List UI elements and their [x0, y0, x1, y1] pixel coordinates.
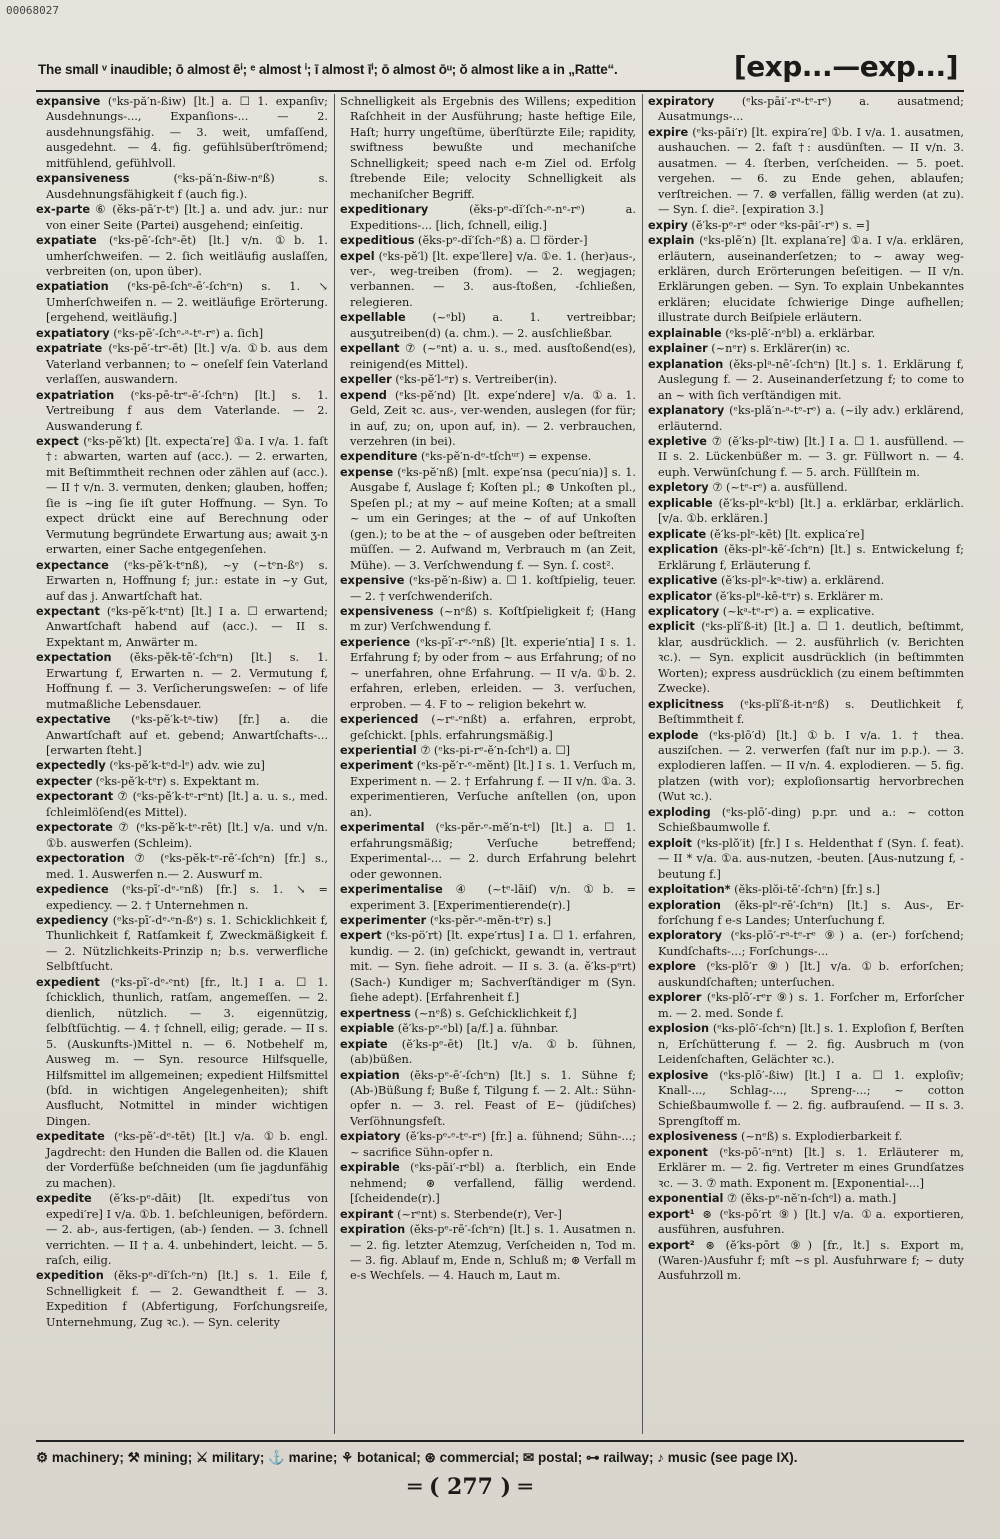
entry-definition: (~nᵉß) s. Geſchicklichkeit f,]: [410, 1006, 577, 1020]
entry-headword: exploding: [648, 805, 711, 819]
dictionary-entry: [36, 604, 328, 650]
column-divider: [642, 94, 643, 1434]
dictionary-entry: [340, 635, 636, 712]
dictionary-entry: [648, 527, 964, 542]
dictionary-entry: [36, 913, 328, 975]
entry-headword: expirant: [340, 1207, 394, 1221]
dictionary-entry: [36, 758, 328, 773]
dictionary-entry: [648, 604, 964, 619]
entry-definition: (ᵉks-plŏ′it) [fr.] I s. Heldenthat f (Syn. ſ. feat). — II * v/a. ①a. aus-nutzen, -beuten. [Aus-nutzung f, -beutung f.]: [658, 836, 964, 881]
entry-definition: (ᵉks-pĕr-ᵉ-mĕ′n-tᵉl) [lt.] a. ☐ 1. erfahrungsmäßig; Verſuche betreffend; Experimental-... — 2. durch Erfahrung belehrt oder gewonnen.: [350, 821, 636, 881]
entry-definition: (ᵉks-plō′-ding) p.pr. und a.: ~ cotton Schießbaumwolle f.: [658, 805, 964, 835]
entry-headword: explication: [648, 543, 719, 557]
entry-definition: (ᵉks-pī′-rᵉ-ᵉnß) [lt. experie′ntia] I s. 1. Erfahrung f; by oder from ~ aus Erfahrung; of no ~ unerfahren, ohne Erfahrung. — II v/a. ①b. 2. erfahren, erleben, erleiden. — 3. verſuchen, erproben. — 4. F to ~ religion bekehrt w.: [350, 635, 636, 711]
entry-definition: (~nᵉß) s. Explodierbarkeit f.: [737, 1130, 903, 1144]
entry-headword: expatiatory: [36, 326, 110, 340]
entry-definition: (~nᵉr) s. Erklärer(in) ꝛc.: [707, 342, 851, 356]
entry-headword: explainer: [648, 342, 708, 356]
entry-headword: expel: [340, 249, 375, 263]
page-header: [36, 50, 964, 92]
dictionary-entry: [648, 728, 964, 805]
dictionary-entry: [340, 604, 636, 635]
entry-headword: expectation: [36, 651, 112, 665]
dictionary-entry: [648, 480, 964, 495]
dictionary-entry: [36, 558, 328, 604]
entry-definition: ⑦ (ĕks-pᵉ-nĕ′n-ſchᵉl) a. math.]: [723, 1192, 897, 1206]
dictionary-entry: [36, 820, 328, 851]
entry-definition: (ᵉks-plō′r ⑨) [lt.] v/a. ①b. erforſchen; auskundſchaften; unterſuchen.: [658, 960, 964, 989]
entry-headword: expeller: [340, 373, 392, 387]
dictionary-entry: [648, 403, 964, 434]
dictionary-entry: [340, 913, 636, 928]
entry-definition: (ĕks-plᵉ-rē′-ſchᵉn) [lt.] s. Aus-, Er-forſchung f e-s Landes; Unterſuchung f.: [658, 898, 964, 928]
dictionary-entry: [648, 1145, 964, 1191]
entry-definition: (ĕ′ks-plᵉ-kēt) [lt. explica′re]: [706, 527, 865, 541]
entry-definition: (ᵉks-pē-ſchᵉ-ē′-ſchᵉn) s. 1. ↘ Umherſchweifen n. — 2. weitläufige Erörterung. [ergehend, weitläufig.]: [46, 280, 328, 325]
dictionary-entry: [36, 851, 328, 882]
entry-headword: expensive: [340, 574, 405, 588]
entry-headword: expiable: [340, 1022, 395, 1036]
entry-headword: explicitness: [648, 697, 724, 711]
dictionary-entry: [648, 496, 964, 527]
entry-definition: (ĕks-plᵃ-nē′-ſchᵉn) [lt.] s. 1. Erklärung f, Auslegung f. — 2. Auseinanderſetzung f; to come to an ~ with ſich verſtändigen mit.: [658, 357, 964, 402]
dictionary-entry: [648, 94, 964, 125]
entry-headword: explosiveness: [648, 1130, 738, 1144]
entry-definition: (ᵉks-pāi′-rᵉbl) a. ſterblich, ein Ende nehmend; ⊛ verfallend, fällig werdend. [ſcheidende(r).]: [350, 1161, 636, 1206]
entry-definition: (ĕ′ks-pᵉ-ᵉ-tᵉ-rᵉ) [fr.] a. ſühnend; Sühn-...; ~ sacrifice Sühn-opfer n.: [350, 1130, 636, 1159]
dictionary-entry: [340, 1222, 636, 1284]
entry-headword: expectorate: [36, 821, 113, 835]
entry-headword: exponential: [648, 1192, 724, 1206]
entry-headword: experimentalise: [340, 883, 443, 897]
dictionary-entry: [340, 249, 636, 311]
entry-headword: expatiate: [36, 234, 97, 248]
dictionary-entry: [648, 326, 964, 341]
entry-headword: explanation: [648, 357, 724, 371]
dictionary-entry: [340, 1160, 636, 1206]
entry-definition: (ᵉks-pī′-dᵉ-ᵉnß) [fr.] s. 1. ↘ = expediency. — 2. † Unternehmen n.: [46, 883, 328, 912]
dictionary-entry: [648, 357, 964, 403]
entry-definition: (ᵉks-pĕ′l-ᵉr) s. Vertreiber(in).: [391, 373, 558, 387]
entry-headword: expedience: [36, 883, 109, 897]
entry-headword: expellable: [340, 311, 406, 325]
entry-definition: (ĕ′ks-plᵉ-kē-tᵉr) s. Erklärer m.: [711, 589, 884, 603]
entry-definition: (ᵉks-pī′-dᵉ-ᵉnt) [fr., lt.] I a. ☐ 1. ſchicklich, thunlich, ratſam, angemeſſen. — 2. dienlich, nützlich. — 3. eigennützig, ſelbſtſüchtig. — 4. † ſchnell, eilig; gerade. — II s. 5. (Auskunfts-)Mittel n. — 6. Notbehelf m, Ausweg m. — Syn. resource Hilfsquelle, Hilfsmittel im allgemeinen; expedient Hilfsmittel (bſd. in wichtigen Angelegenheiten); shift Ausflucht, Notmittel in minder wichtigen Dingen.: [46, 975, 328, 1128]
entry-definition: ⑦ (ĕ′ks-plᵉ-tiw) [lt.] I a. ☐ 1. ausfüllend. — II s. 2. Lückenbüßer m. — 3. gr. Füllwort n. — 4. euph. Verwünſchung f. — 5. arch. Füllſtein m.: [658, 434, 964, 479]
pronunciation-legend: The small ᵛ inaudible; ō almost ēⁱ; ᵉ almost ⁱ; ī almost īⁱ; ō almost ōᵘ; ŏ almost like a in „Ratte“.: [38, 62, 618, 77]
entry-definition: Schnelligkeit als Ergebnis des Willens; expedition Raſchheit in der Ausführung; haste heftige Eile, Haſt; hurry ungeſtüme, überſtürzte Eile; rapidity, swiftness bewußte und mechaniſche Schnelligkeit; speed nach e-m Ziel od. Erfolg ſtrebende Eile; velocity Schnelligkeit als mechaniſcher Begriff.: [340, 95, 636, 201]
page-number: ═ ( 277 ) ═: [408, 1474, 532, 1500]
entry-headword: expedient: [36, 975, 100, 989]
entry-headword: expectoration: [36, 852, 125, 866]
entry-headword: expend: [340, 388, 387, 402]
dictionary-entry: [648, 619, 964, 696]
entry-headword: expansive: [36, 95, 101, 108]
dictionary-entry: [648, 1207, 964, 1238]
entry-headword: expletory: [648, 481, 709, 495]
entry-headword: explicit: [648, 620, 695, 634]
dictionary-entry: [648, 218, 964, 233]
entry-definition: (ᵉks-pă′n-ßiw-nᵉß) s. Ausdehnungsfähigkeit f (auch fig.).: [46, 172, 328, 201]
entry-headword: explore: [648, 960, 696, 974]
dictionary-entry: [340, 449, 636, 464]
dictionary-entry: [648, 805, 964, 836]
entry-definition: (ᵉks-pĕ′nd) [lt. expe′ndere] v/a. ①a. 1. Geld, Zeit ꝛc. aus-, ver-wenden, auslegen (for für; in auf, zu; on, upon auf, in). — 2. verbrauchen, verzehren (in bei).: [350, 388, 636, 448]
entry-headword: expiatory: [340, 1130, 401, 1144]
entry-definition: (ĕ′ks-plᵉ-kᵉbl) [lt.] a. erklärbar, erklärlich. [v/a. ①b. erklären.]: [658, 496, 964, 526]
entry-headword: exploratory: [648, 929, 722, 943]
entry-headword: expedition: [36, 1269, 104, 1283]
entry-headword: expectance: [36, 558, 109, 572]
entry-definition: (ᵉks-pĕ′-dᵉ-tēt) [lt.] v/a. ①b. engl. Jagdrecht: den Hunden die Ballen od. die Klauen der Vorderfüße beſchneiden (um ſie jagdunfähig zu machen).: [46, 1130, 328, 1190]
dictionary-entry: [648, 233, 964, 326]
dictionary-entry: [648, 697, 964, 728]
entry-headword: exploit: [648, 836, 692, 850]
dictionary-entry: [648, 589, 964, 604]
entry-headword: expletive: [648, 434, 707, 448]
entry-headword: explainable: [648, 326, 722, 340]
entry-definition: (ĕ′ks-plᵉ-kᵃ-tiw) a. erklärend.: [717, 574, 885, 588]
serial-number: 00068027: [6, 4, 59, 17]
dictionary-entry: [36, 279, 328, 325]
symbol-key: ⚙ machinery; ⚒ mining; ⚔ military; ⚓ marine; ⚘ botanical; ⊛ commercial; ✉ postal; ⊶ railway; ♪ music (see page IX).: [36, 1450, 798, 1465]
dictionary-entry: [36, 789, 328, 820]
dictionary-entry: [340, 1068, 636, 1130]
entry-headword: experienced: [340, 713, 419, 727]
entry-headword: explicator: [648, 589, 712, 603]
entry-headword: exploration: [648, 898, 721, 912]
entry-headword: ex-parte: [36, 203, 90, 217]
dictionary-entry: [648, 573, 964, 588]
dictionary-entry: [340, 465, 636, 573]
entry-headword: experiential: [340, 744, 417, 758]
entry-headword: expiration: [340, 1223, 406, 1237]
entry-headword: export¹: [648, 1207, 695, 1221]
dictionary-entry: [340, 372, 636, 387]
entry-definition: (ᵉks-pĕ′nß) [mlt. expe′nsa (pecu′nia)] s. 1. Ausgabe f, Auslage f; Koſten pl.; ⊛ Unkoſten pl., Speſen pl.; at my ~ auf meine Koſten; at a small ~ um ein Geringes; at the ~ of auf Unkoſten (gen.); to be at the ~ of ausgeben oder beſtreiten müſſen. — 2. Aufwand m, Verbrauch m (an Zeit, Mühe). — 3. Verſchwendung f. — Syn. ſ. cost².: [350, 465, 636, 572]
entry-definition: (ᵉks-plĭ′ß-it) [lt.] a. ☐ 1. deutlich, beſtimmt, klar, ausdrücklich. — 2. ausführlich (v. Berichten ꝛc.). — Syn. explicit ausdrücklich (in beſtimmten Worten); express ausdrücklich (zu einem beſtimmten Zwecke).: [658, 620, 964, 696]
entry-definition: (ᵉks-plō′-rᵃ-tᵉ-rᵉ ⑨) a. (er-) forſchend; Kundſchafts-...; Forſchungs-...: [658, 929, 964, 958]
dictionary-entry: [340, 743, 636, 758]
dictionary-entry: [648, 125, 964, 218]
entry-definition: (ᵉks-pē-trᵉ-ē′-ſchᵉn) [lt.] s. 1. Vertreibung f aus dem Vaterlande. — 2. Auswanderung f.: [46, 388, 328, 433]
dictionary-entry: [36, 650, 328, 712]
entry-headword: expert: [340, 929, 382, 943]
entry-definition: (ĕks-pᵉ-rē′-ſchᵉn) [lt.] s. 1. Ausatmen n. — 2. fig. letzter Atemzug, Verſcheiden n, Tod m. — 3. fig. Ablauf m, Ende n, Schluß m; ⊛ Verfall m e-s Wechſels. — 4. Hauch m, Laut m.: [350, 1223, 636, 1283]
entry-definition: (~ᵉbl) a. 1. vertreibbar; ausʒutreiben(d) (a. chm.). — 2. ausſchließbar.: [350, 311, 636, 340]
page-footer: [36, 1440, 964, 1476]
entry-definition: (~kᵃ-tᵉ-rᵉ) a. = explicative.: [719, 604, 875, 618]
dictionary-entry: [340, 1207, 636, 1222]
entry-definition: ⑦ (~tᵉ-rᵉ) a. ausfüllend.: [708, 481, 848, 495]
dictionary-entry: [340, 233, 636, 248]
dictionary-entry: [340, 1006, 636, 1021]
entry-definition: (ĕks-plᵉ-kē′-ſchᵉn) [lt.] s. Entwickelung f; Erklärung f, Erläuterung f.: [658, 543, 964, 572]
entry-definition: (ĕ′ks-pᵉ-ᵉbl) [a/f.] a. ſühnbar.: [394, 1022, 559, 1036]
entry-headword: expatriation: [36, 388, 115, 402]
entry-headword: expire: [648, 125, 689, 139]
dictionary-entry: [36, 326, 328, 341]
dictionary-entry: [36, 975, 328, 1130]
entry-definition: ⑥ (ĕks-pā′r-tᵉ) [lt.] a. und adv. jur.: nur von einer Seite (Partei) ausgehend; einſeitig.: [46, 203, 328, 232]
dictionary-entry: [340, 388, 636, 450]
entry-headword: export²: [648, 1238, 695, 1252]
entry-definition: (ĕ′ks-pᵉ-ēt) [lt.] v/a. ①b. ſühnen, (ab)büßen.: [350, 1037, 636, 1067]
entry-definition: (ᵉks-pă′n-ßiw) [lt.] a. ☐ 1. expanſiv; Ausdehnungs-..., Expanſions-... — 2. ausdehnungsfähig. — 3. weit, umfaſſend, ausgedehnt. — 4. fig. gefühlsüberſtrömend; mitfühlend, gefühlvoll.: [46, 95, 328, 170]
entry-definition: (ᵉks-pĕr-ᵉ-mĕn-tᵉr) s.]: [426, 914, 552, 928]
entry-definition: (ᵉks-pĕ′l) [lt. expe′llere] v/a. ①e. 1. (her)aus-, ver-, weg-treiben (from). — 2. wegjagen; verbannen. — 3. aus-ſtoßen, -ſchließen, relegieren.: [350, 249, 636, 309]
dictionary-entry: [36, 1191, 328, 1268]
entry-definition: (ĕks-plŏi-tē′-ſchᵉn) [fr.] s.]: [730, 883, 880, 897]
entry-headword: expectative: [36, 713, 111, 727]
entry-definition: (ĕks-pĕk-tē′-ſchᵉn) [lt.] s. 1. Erwartung f, Erwarten n. — 2. Vermutung f, Hoffnung f. — 3. Verſicherungsweſen: ~ of life mutmaßliche Lebensdauer.: [46, 651, 328, 711]
entry-columns: [36, 94, 964, 1434]
entry-headword: explicatory: [648, 604, 720, 618]
dictionary-entry: [340, 882, 636, 913]
entry-headword: expectant: [36, 604, 100, 618]
entry-headword: expeditious: [340, 234, 415, 248]
entry-headword: expensiveness: [340, 604, 434, 618]
dictionary-entry: [340, 341, 636, 372]
dictionary-entry: [648, 882, 964, 897]
entry-definition: (ᵉks-plō′-ßiw) [lt.] I a. ☐ 1. exploſiv; Knall-..., Schlag-..., Spreng-...; ~ cotton Schießbaumwolle f. — 2. fig. aufbrauſend. — II s. 3. Sprengſtoff m.: [658, 1068, 964, 1128]
entry-headword: explanatory: [648, 404, 725, 418]
dictionary-entry: [36, 1129, 328, 1191]
entry-headword: expertness: [340, 1006, 411, 1020]
entry-headword: expiratory: [648, 95, 715, 108]
dictionary-entry: [340, 820, 636, 882]
dictionary-entry: [36, 171, 328, 202]
dictionary-entry: [340, 202, 636, 233]
dictionary-entry: [36, 233, 328, 279]
entry-definition: (ᵉks-pāi′r) [lt. expira′re] ①b. I v/a. 1. ausatmen, aushauchen. — 2. faſt †: ausdünſten. — II v/n. 3. ausatmen. — 4. ſterben, verſcheiden. — 5. poet. vergehen. — 6. zu Ende gehen, ablaufen; verſtreichen. — 7. ⊛ verfallen, fällig werden (at zu). — Syn. ſ. die². [expiration 3.]: [658, 125, 964, 217]
entry-definition: (ᵉks-pī′-dᵉ-ᵉn-ßᵉ) s. 1. Schicklichkeit f, Thunlichkeit f, Ratſamkeit f, Zweckmäßigkeit f. — 2. Nützlichkeits-Prinzip n; b.s. verwerfliche Selbſtſucht.: [46, 914, 328, 974]
entry-definition: (ᵉks-pō′-nᵉnt) [lt.] s. 1. Erläuterer m, Erklärer m. — 2. fig. Vertreter m eines Grundſatzes ꝛc. — 3. ⑦ math. Exponent m. [Exponential-...]: [658, 1145, 964, 1190]
entry-definition: (ᵉks-pĕ′k-tᵉd-lᵉ) adv. wie zu]: [105, 759, 265, 773]
dictionary-entry: [340, 94, 636, 202]
dictionary-entry: [340, 1129, 636, 1160]
dictionary-entry: [648, 341, 964, 356]
entry-headword: expect: [36, 434, 79, 448]
entry-definition: (ĕks-pᵉ-dĭ′ſch-ᵉß) a. ☐ förder-]: [414, 234, 588, 248]
entry-headword: explicate: [648, 527, 707, 541]
dictionary-entry: [648, 1021, 964, 1067]
entry-definition: (ᵉks-plē′n) [lt. explana′re] ①a. I v/a. erklären, erläutern, auseinanderſetzen; to ~ away weg-erklären, durch Erörterungen beſeitigen. — II v/n. Erklärungen geben. — Syn. To explain Unbekanntes erklären; elucidate ſchwierige Dinge aufhellen; illustrate durch Beiſpiele erläutern.: [658, 234, 964, 325]
entry-definition: (~nᵉß) s. Koſtſpieligkeit f; (Hang m zur) Verſchwendung f.: [350, 604, 636, 634]
entry-headword: explicable: [648, 496, 713, 510]
entry-headword: expectorant: [36, 790, 114, 804]
entry-headword: exploitation*: [648, 883, 731, 897]
dictionary-entry: [340, 1021, 636, 1036]
entry-definition: (ᵉks-pö′rt) [lt. expe′rtus] I a. ☐ 1. erfahren, kundig. — 2. (in) geſchickt, gewandt in, vertraut mit. — Syn. ſiehe adroit. — II s. 3. (a. ĕ′ks-pᵉrt) (Sach-) Kundiger m; Sachverſtändiger m (Syn. ſiehe adept). [Erfahrenheit f.]: [350, 929, 636, 1005]
entry-range: [exp...—exp...]: [733, 50, 958, 83]
entry-headword: expatriate: [36, 342, 103, 356]
entry-headword: expirable: [340, 1161, 400, 1175]
dictionary-entry: [36, 202, 328, 233]
dictionary-entry: [340, 573, 636, 604]
entry-definition: ⑦ (ᵉks-pĕk-tᵉ-rē′-ſchᵉn) [fr.] s., med. 1. Auswerfen n.— 2. Auswurf m.: [46, 852, 328, 881]
entry-definition: ④ (~tᵉ-lāiſ) v/n. ①b. = experiment 3. [Experimentierende(r).]: [350, 883, 636, 912]
entry-definition: (ᵉks-pĕ′kt) [lt. expecta′re] ①a. I v/a. 1. faſt †: abwarten, warten auf (acc.). — 2. erwarten, mit Beſtimmtheit rechnen oder zählen auf (acc.). — II † v/n. 3. vermuten, denken; glauben, hoffen; ſie is ~ing ſie iſt guter Hoffnung. — Syn. To expect drückt eine auf Berechnung oder Vermutung begründete Erwartung aus; await ʒ-n erwarten, einer Sache entgegenſehen.: [46, 434, 328, 557]
entry-headword: explosive: [648, 1068, 709, 1082]
dictionary-entry: [340, 758, 636, 820]
dictionary-entry: [36, 712, 328, 758]
entry-definition: ⑦ (~ᵉnt) a. u. s., med. ausſtoßend(es), reinigend(es Mittel).: [350, 342, 636, 371]
entry-definition: (ᵉks-pāi′-rᵃ-tᵉ-rᵉ) a. ausatmend; Ausatmungs-...: [658, 95, 964, 124]
entry-headword: expecter: [36, 774, 93, 788]
entry-definition: (ᵉks-pĕ′r-ᵉ-mĕnt) [lt.] I s. 1. Verſuch m, Experiment n. — 2. † Erfahrung f. — II v/n. ①a. 3. experimentieren, Verſuche anſtellen (on, upon an).: [350, 759, 636, 819]
entry-headword: expiate: [340, 1037, 388, 1051]
dictionary-entry: [340, 310, 636, 341]
entry-headword: experience: [340, 635, 411, 649]
dictionary-entry: [648, 434, 964, 480]
dictionary-entry: [648, 990, 964, 1021]
entry-headword: experiment: [340, 759, 414, 773]
entry-headword: explain: [648, 234, 695, 248]
entry-definition: (ĕks-pᵉ-dĭ′ſch-ᵉn) [lt.] s. 1. Eile f, Schnelligkeit f. — 2. Gewandtheit f. — 3. Expedition f (Abfertigung, Forſchungsreiſe, Unternehmung, Zug ꝛc.). — Syn. celerity: [46, 1269, 328, 1329]
entry-definition: (~rᵉ-ᵉnßt) a. erfahren, erprobt, geſchickt. [phls. erfahrungsmäßig.]: [350, 713, 636, 742]
entry-definition: (ᵉks-pē′-ſchᵉ-ᵃ-tᵉ-rᵉ) a. ſich]: [109, 326, 264, 340]
entry-definition: (ĕks-pᵉ-ē′-ſchᵉn) [lt.] s. 1. Sühne f; (Ab-)Büßung f; Buße f, Tilgung f. — 2. Alt.: Sühn-opfer n. — 3. rel. Feast of E~ (jüdiſches) Verſöhnungsfeſt.: [350, 1068, 636, 1128]
dictionary-entry: [36, 774, 328, 789]
entry-definition: (ᵉks-plĭ′ß-it-nᵉß) s. Deutlichkeit f, Beſtimmtheit f.: [658, 697, 964, 727]
entry-definition: (ĕks-pᵉ-dĭ′ſch-ᵉ-nᵉ-rᵉ) a. Expeditions-... [lich, ſchnell, eilig.]: [350, 203, 636, 232]
column-divider: [334, 94, 335, 1434]
dictionary-entry: [648, 959, 964, 990]
entry-headword: experimenter: [340, 914, 427, 928]
dictionary-entry: [648, 836, 964, 882]
dictionary-entry: [648, 1129, 964, 1144]
entry-headword: expenditure: [340, 450, 418, 464]
entry-definition: (ᵉks-pē′-trᵉ-ēt) [lt.] v/a. ①b. aus dem Vaterland verbannen; to ~ oneſelf ſein Vaterland verlaſſen, auswandern.: [46, 342, 328, 387]
dictionary-entry: [340, 928, 636, 1005]
entry-definition: ⑦ (ᵉks-pĕ′k-tᵉ-rēt) [lt.] v/a. und v/n. ①b. auswerfen (Schleim).: [46, 821, 328, 850]
entry-headword: expediency: [36, 914, 109, 928]
dictionary-entry: [340, 1037, 636, 1068]
entry-headword: explosion: [648, 1022, 710, 1036]
column-2: [340, 94, 636, 1434]
entry-headword: expeditate: [36, 1130, 105, 1144]
entry-headword: explorer: [648, 991, 702, 1005]
entry-definition: (ᵉks-pĕ′n-dᵉ-tſchᵘʳ) = expense.: [417, 450, 592, 464]
entry-headword: expiation: [340, 1068, 400, 1082]
entry-definition: (ᵉks-plō′-rᵉr ⑨) s. 1. Forſcher m, Erforſcher m. — 2. med. Sonde f.: [658, 991, 964, 1020]
column-1: [36, 94, 328, 1434]
dictionary-entry: [648, 542, 964, 573]
entry-headword: expedite: [36, 1192, 92, 1206]
entry-definition: (ᵉks-pĕ′k-tᵃ-tiw) [fr.] a. die Anwartſchaft auf et. gebend; Anwartſchafts-... [erwarten ſteht.]: [46, 713, 328, 758]
dictionary-entry: [648, 898, 964, 929]
entry-headword: experimental: [340, 821, 425, 835]
entry-headword: exponent: [648, 1145, 708, 1159]
entry-definition: (ᵉks-pĕ′n-ßiw) a. ☐ 1. koſtſpielig, teuer. — 2. † verſchwenderiſch.: [350, 574, 636, 603]
entry-definition: (ᵉks-pē′-ſchᵉ-ēt) [lt.] v/n. ①b. 1. umherſchweifen. — 2. ſich weitläufig auslaſſen, verbreiten (on, upon über).: [46, 234, 328, 278]
dictionary-entry: [36, 1268, 328, 1330]
entry-definition: ⊛ (ĕ′ks-pōrt ⑨) [fr., lt.] s. Export m, (Waren-)Ausfuhr f; mſt ~s pl. Ausfuhrware f; ~ duty Ausfuhrzoll m.: [658, 1238, 964, 1283]
dictionary-entry: [648, 1238, 964, 1284]
dictionary-entry: [648, 1068, 964, 1130]
dictionary-entry: [36, 434, 328, 558]
entry-definition: (ĕ′ks-pᵉ-dāit) [lt. expedi′tus von expedi′re] I v/a. ①b. 1. beſchleunigen, befördern. — 2. ab-, aus-fertigen, (ab-) ſenden. — 3. ſchnell verrichten. — II † a. 4. unbehindert, leicht. — 5. raſch, eilig.: [46, 1192, 328, 1267]
entry-headword: expellant: [340, 342, 400, 356]
entry-definition: (ᵉks-pĕ′k-tᵉnt) [lt.] I a. ☐ erwartend; Anwartſchaft habend auf (acc.). — II s. Expektant m, Anwärter m.: [46, 604, 328, 649]
entry-headword: expense: [340, 465, 394, 479]
entry-definition: (ᵉks-plă′n-ᵃ-tᵉ-rᵉ) a. (~ily adv.) erklärend, erläuternd.: [658, 404, 964, 433]
entry-definition: (ᵉks-plō′d) [lt.] ①b. I v/a. 1. † thea. ausziſchen. — 2. verwerfen (faſt nur im p.p.). — 3. explodieren laſſen. — II v/n. 4. explodieren. — 5. fig. platzen (with vor); exploſionsartig hervorbrechen (Wut ꝛc.).: [658, 728, 964, 804]
entry-headword: expectedly: [36, 759, 106, 773]
entry-definition: (ĕ′ks-pᵉ-rᵉ oder ᵉks-pāi′-rᵉ) s. =]: [687, 218, 870, 232]
entry-headword: expeditionary: [340, 203, 429, 217]
entry-headword: explode: [648, 728, 699, 742]
entry-definition: (ᵉks-plō′-ſchᵉn) [lt.] s. 1. Exploſion f, Berſten n, Erſchütterung f. — 2. fig. Ausbruch m (von Leidenſchaften, Gelächter ꝛc.).: [658, 1022, 964, 1067]
column-3: [648, 94, 964, 1434]
entry-headword: expansiveness: [36, 172, 130, 186]
entry-definition: (ᵉks-pĕ′k-tᵉr) s. Expektant m.: [92, 774, 260, 788]
entry-definition: (~rᵉnt) s. Sterbende(r), Ver-]: [393, 1207, 562, 1221]
entry-definition: (ᵉks-pĕ′k-tᵉnß), ~y (~tᵉn-ßᵉ) s. Erwarten n, Hoffnung f; jur.: estate in ~y Gut, auf das j. Anwartſchaft hat.: [46, 558, 328, 603]
entry-headword: expiry: [648, 218, 688, 232]
entry-headword: expatiation: [36, 280, 109, 294]
entry-definition: ⑦ (ᵉks-pĕ′k-tᵉ-rᵉnt) [lt.] a. u. s., med. ſchleimlöſend(es Mittel).: [46, 790, 328, 819]
entry-definition: ⑦ (ᵉks-pi-rᵉ-ĕ′n-ſchᵉl) a. ☐]: [416, 744, 570, 758]
entry-definition: (ᵉks-plē′-nᵉbl) a. erklärbar.: [721, 326, 876, 340]
dictionary-entry: [36, 388, 328, 434]
dictionary-entry: [648, 1191, 964, 1206]
dictionary-entry: [340, 712, 636, 743]
dictionary-entry: [36, 94, 328, 171]
entry-definition: ⊛ (ᵉks-pō′rt ⑨) [lt.] v/a. ①a. exportieren, ausführen, ausfuhren.: [658, 1207, 964, 1237]
dictionary-entry: [648, 928, 964, 959]
dictionary-entry: [36, 341, 328, 387]
dictionary-entry: [36, 882, 328, 913]
entry-headword: explicative: [648, 574, 718, 588]
